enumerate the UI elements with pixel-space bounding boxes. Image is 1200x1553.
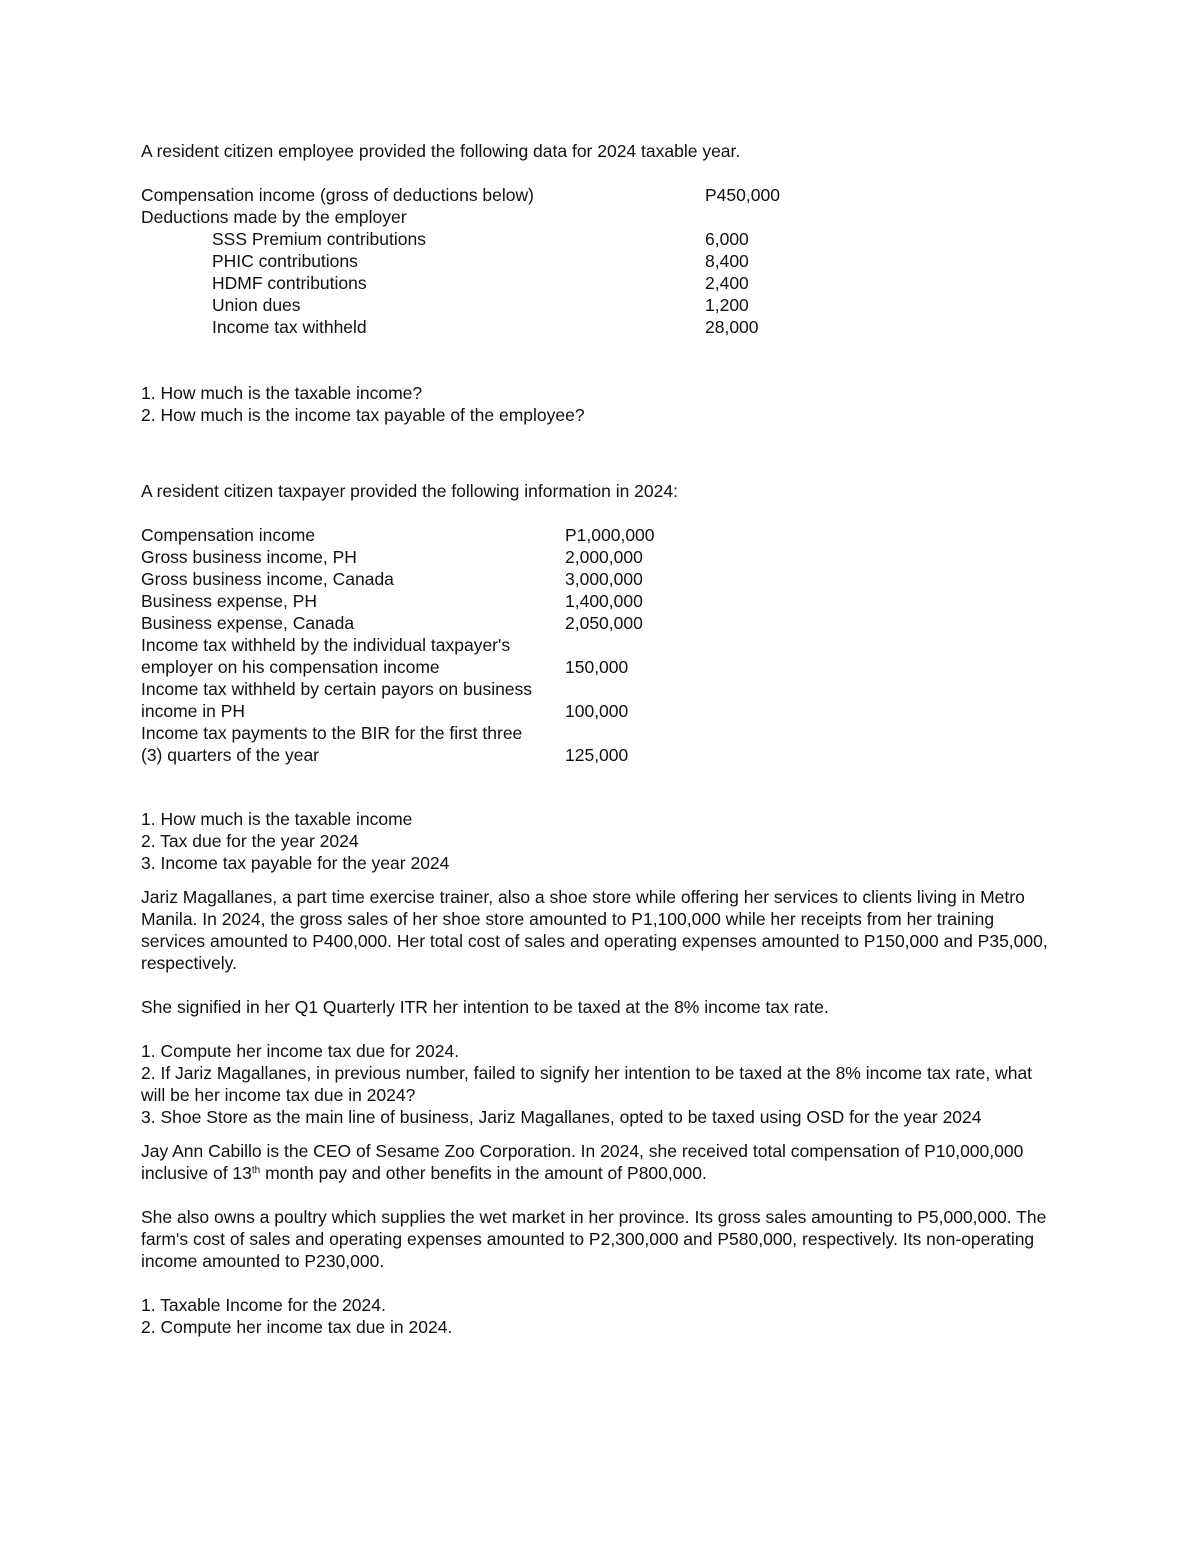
problem1-intro: A resident citizen employee provided the following data for 2024 taxable year. [141, 141, 741, 161]
text-line: services amounted to P400,000. Her total cost of sales and operating expenses amounted to P150,000 and P35,000, [141, 931, 1048, 951]
question: 2. If Jariz Magallanes, in previous number, failed to signify her intention to be taxed at the 8% income tax rate, what [141, 1063, 1033, 1083]
row-label: Union dues [212, 295, 301, 315]
table-row [141, 184, 1071, 206]
text-line: farm's cost of sales and operating expenses amounted to P2,300,000 and P580,000, respectively. Its non-operating [141, 1229, 1035, 1249]
row-value: 1,200 [705, 295, 749, 315]
problem2-data-table [141, 524, 1071, 766]
table-row [141, 656, 1071, 678]
row-value: 3,000,000 [565, 569, 643, 589]
row-label: PHIC contributions [212, 251, 358, 271]
text-fragment: inclusive of 13 [141, 1163, 252, 1183]
row-label: Income tax withheld [212, 317, 367, 337]
table-row [141, 634, 1071, 656]
ordinal-suffix: th [251, 1165, 261, 1176]
row-label: Income tax withheld by the individual taxpayer's [141, 635, 511, 655]
question: will be her income tax due in 2024? [141, 1085, 416, 1105]
table-row [141, 678, 1071, 700]
row-value: 1,400,000 [565, 591, 643, 611]
row-value: P450,000 [705, 185, 780, 205]
table-row [141, 294, 1071, 316]
text-line: She also owns a poultry which supplies the wet market in her province. Its gross sales amounting to P5,000,000. The [141, 1207, 1047, 1227]
problem1-data-table [141, 184, 1071, 338]
problem4-paragraph [141, 1140, 1071, 1184]
table-row [141, 206, 1071, 228]
row-label: Compensation income [141, 525, 316, 545]
row-value: P1,000,000 [565, 525, 655, 545]
question: 1. Compute her income tax due for 2024. [141, 1041, 460, 1061]
problem3-paragraph [141, 886, 1071, 974]
row-value: 150,000 [565, 657, 629, 677]
question: 3. Shoe Store as the main line of business, Jariz Magallanes, opted to be taxed using OSD for the year 2024 [141, 1107, 982, 1127]
row-label: Income tax payments to the BIR for the first three [141, 723, 523, 743]
text-line: income amounted to P230,000. [141, 1251, 385, 1271]
question: 2. Tax due for the year 2024 [141, 831, 359, 851]
row-value: 2,400 [705, 273, 749, 293]
row-value: 2,000,000 [565, 547, 643, 567]
text-line: Jay Ann Cabillo is the CEO of Sesame Zoo Corporation. In 2024, she received total compensation of P10,000,000 [141, 1141, 1024, 1161]
table-row [141, 568, 1071, 590]
row-value: 100,000 [565, 701, 629, 721]
table-row [141, 612, 1071, 634]
question: 2. How much is the income tax payable of the employee? [141, 405, 585, 425]
table-row [141, 524, 1071, 546]
text-line: Manila. In 2024, the gross sales of her shoe store amounted to P1,100,000 while her receipts from her training [141, 909, 995, 929]
row-value: 28,000 [705, 317, 759, 337]
row-label: income in PH [141, 701, 246, 721]
row-label: SSS Premium contributions [212, 229, 426, 249]
row-label: Gross business income, Canada [141, 569, 394, 589]
text-line: respectively. [141, 953, 237, 973]
row-label: Business expense, PH [141, 591, 318, 611]
text-fragment: month pay and other benefits in the amount of P800,000. [260, 1163, 707, 1183]
row-label: Business expense, Canada [141, 613, 355, 633]
table-row [141, 722, 1071, 744]
row-value: 8,400 [705, 251, 749, 271]
problem3-election-note: She signified in her Q1 Quarterly ITR her intention to be taxed at the 8% income tax rate. [141, 997, 829, 1017]
row-label: HDMF contributions [212, 273, 367, 293]
text-line [141, 1162, 1071, 1184]
question: 1. How much is the taxable income? [141, 383, 423, 403]
table-row [141, 228, 1071, 250]
question: 1. Taxable Income for the 2024. [141, 1295, 386, 1315]
question: 2. Compute her income tax due in 2024. [141, 1317, 453, 1337]
table-row [141, 250, 1071, 272]
table-row [141, 272, 1071, 294]
row-label: Deductions made by the employer [141, 207, 407, 227]
row-label: (3) quarters of the year [141, 745, 319, 765]
document-page [141, 140, 1071, 1338]
table-row [141, 546, 1071, 568]
row-label: Compensation income (gross of deductions below) [141, 185, 534, 205]
question: 1. How much is the taxable income [141, 809, 413, 829]
row-label: Income tax withheld by certain payors on business [141, 679, 533, 699]
problem4-poultry-paragraph [141, 1206, 1071, 1272]
row-label: employer on his compensation income [141, 657, 440, 677]
table-row [141, 744, 1071, 766]
table-row [141, 700, 1071, 722]
problem2-intro: A resident citizen taxpayer provided the following information in 2024: [141, 481, 678, 501]
text-line: Jariz Magallanes, a part time exercise trainer, also a shoe store while offering her services to clients living in Metro [141, 887, 1025, 907]
row-value: 6,000 [705, 229, 749, 249]
row-value: 125,000 [565, 745, 629, 765]
table-row [141, 590, 1071, 612]
question: 3. Income tax payable for the year 2024 [141, 853, 450, 873]
problem3-questions [141, 1040, 1071, 1128]
row-value: 2,050,000 [565, 613, 643, 633]
row-label: Gross business income, PH [141, 547, 357, 567]
table-row [141, 316, 1071, 338]
